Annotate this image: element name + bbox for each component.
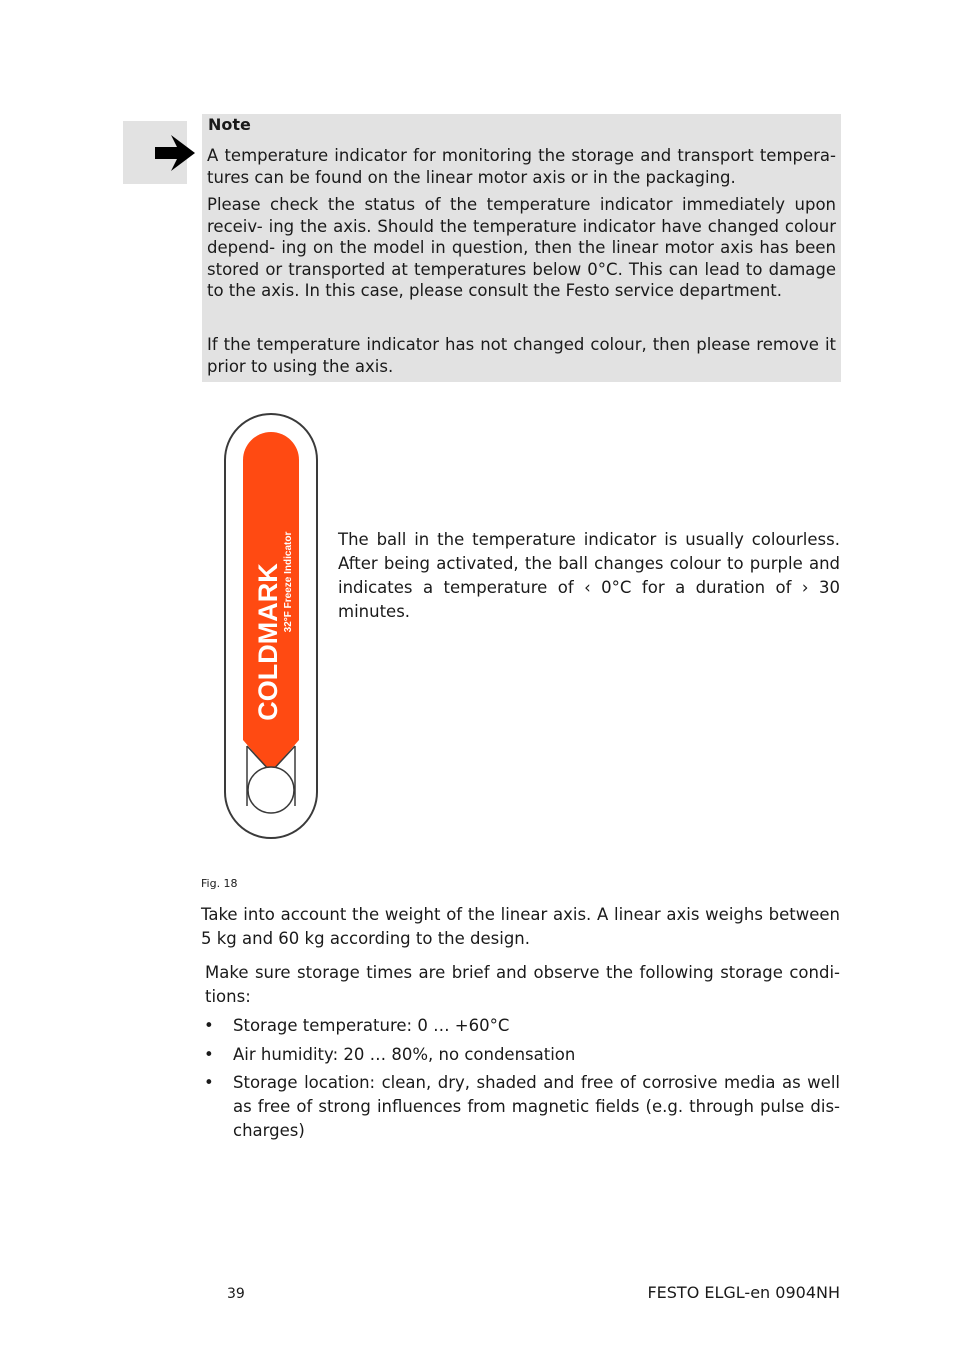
note-title: Note (208, 115, 251, 134)
coldmark-logo-text: COLDMARK (253, 563, 283, 721)
page-number: 39 (227, 1286, 245, 1302)
weight-paragraph: Take into account the weight of the linear axis. A linear axis weighs between 5 kg and 60 kg according to the design. (201, 905, 840, 948)
list-item: Storage temperature: 0 … +60°C (233, 1016, 510, 1035)
bullet-marker: • (204, 1016, 214, 1035)
indicator-description: The ball in the temperature indicator is usually colourless. After being activated, the ball changes colour to purple and indicates a temperature of ‹ 0°C for a duration of › 30 minutes. (338, 530, 840, 621)
bullet-marker: • (204, 1073, 214, 1092)
list-item: Storage location: clean, dry, shaded and free of corrosive media as well as free of strong influences from magnetic fields (e.g. through pulse dis- charges) (233, 1073, 840, 1140)
list-item: Air humidity: 20 … 80%, no condensation (233, 1045, 576, 1064)
note-paragraph-3: If the temperature indicator has not changed colour, then please remove it prior to using the axis. (207, 335, 836, 376)
temperature-indicator-image (215, 410, 327, 842)
arrow-right-icon (153, 129, 197, 177)
note-marker (123, 121, 187, 184)
storage-intro: Make sure storage times are brief and observe the following storage condi- tions: (205, 963, 840, 1006)
note-paragraph-1: A temperature indicator for monitoring the storage and transport tempera- tures can be found on the linear motor axis or in the packaging. (207, 146, 836, 187)
note-paragraph-2: Please check the status of the temperature indicator immediately upon receiv- ing the axis. Should the temperature indicator have changed colour depend- ing on the model in question, then the linear motor axis has been stored or transported at temperatures below 0°C. This can lead to damage to the axis. In this case, please consult the Festo service department. (207, 195, 836, 301)
bullet-marker: • (204, 1045, 214, 1064)
figure-caption: Fig. 18 (201, 877, 238, 890)
freeze-indicator-text: 32°F Freeze Indicator (283, 531, 294, 633)
document-id: FESTO ELGL-en 0904NH (647, 1283, 840, 1302)
